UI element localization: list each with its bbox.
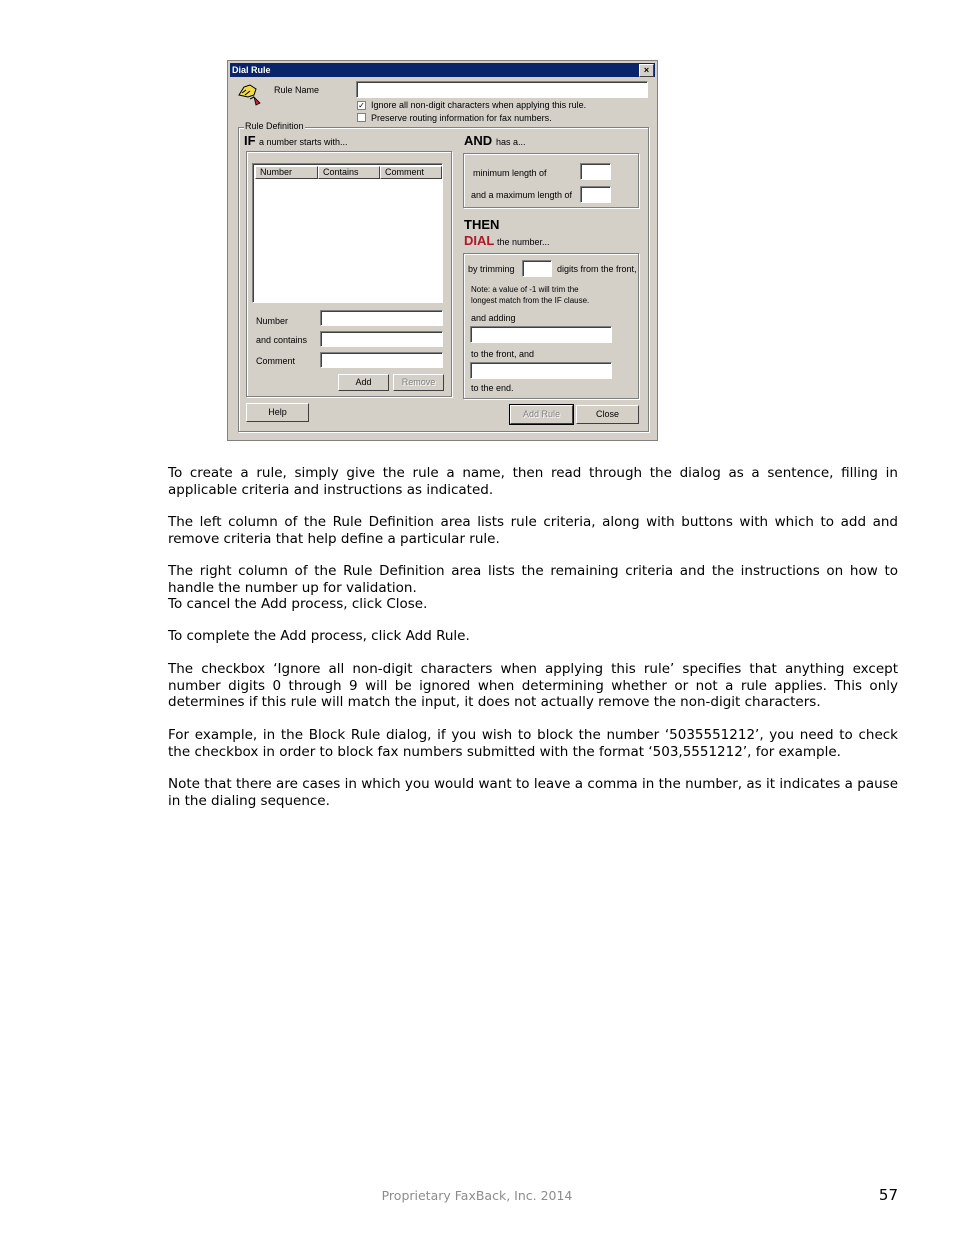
add-button[interactable]: Add [338, 374, 389, 391]
trim-digits-input[interactable] [522, 260, 552, 277]
digits-front-label: digits from the front, [557, 264, 637, 274]
trimming-label: by trimming [468, 264, 515, 274]
min-length-label: minimum length of [473, 168, 547, 178]
preserve-routing-checkbox[interactable] [357, 113, 366, 122]
max-length-input[interactable] [580, 186, 611, 203]
remove-button[interactable]: Remove [393, 374, 444, 391]
adding-label: and adding [471, 313, 516, 323]
ignore-non-digit-label: Ignore all non-digit characters when applying this rule. [371, 100, 587, 110]
min-length-input[interactable] [580, 163, 611, 180]
if-keyword: IF [244, 133, 256, 148]
contains-input[interactable] [320, 331, 443, 347]
dial-keyword: DIAL [464, 233, 495, 248]
close-icon[interactable]: × [639, 64, 654, 77]
rule-icon [236, 81, 264, 107]
column-comment[interactable]: Comment [380, 166, 442, 179]
column-number[interactable]: Number [255, 166, 318, 179]
dialog-titlebar [230, 63, 655, 77]
ignore-non-digit-checkbox[interactable] [357, 101, 366, 110]
checkmark-icon: ✓ [358, 101, 365, 110]
rule-name-label: Rule Name [274, 85, 320, 95]
paragraph-comma-note: Note that there are cases in which you would want to leave a comma in the number, as it indicates a pause in the dialing sequence. [168, 776, 898, 809]
number-input[interactable] [320, 310, 443, 326]
page-number: 57 [878, 1186, 898, 1204]
help-button[interactable]: Help [246, 403, 309, 422]
close-button[interactable]: Close [576, 405, 639, 424]
then-keyword: THEN [464, 217, 500, 232]
and-text: has a... [496, 137, 526, 147]
number-label: Number [256, 316, 289, 326]
paragraph-example: For example, in the Block Rule dialog, if you wish to block the number ‘5035551212’, you need to check the checkbox in order to block fax numbers submitted with the format ‘503,5551212’, for example. [168, 727, 898, 760]
dial-text: the number... [497, 237, 550, 247]
add-rule-button[interactable]: Add Rule [510, 405, 573, 424]
contains-label: and contains [256, 335, 308, 345]
rule-definition-label: Rule Definition [245, 121, 304, 131]
page-footer: Proprietary FaxBack, Inc. 2014 [381, 1188, 573, 1203]
dial-rule-dialog [227, 60, 658, 441]
paragraph-complete: To complete the Add process, click Add Rule. [168, 628, 470, 644]
paragraph-left-column: The left column of the Rule Definition area lists rule criteria, along with buttons with which to add and remove criteria that help define a particular rule. [168, 514, 898, 547]
paragraph-checkbox: The checkbox ‘Ignore all non-digit characters when applying this rule’ specifies that anything except number digits 0 through 9 will be ignored when determining whether or not a rule applies. This only determines if this rule will match the input, it does not actually remove the non-digit characters. [168, 661, 898, 710]
column-contains[interactable]: Contains [318, 166, 380, 179]
paragraph-right-column: The right column of the Rule Definition area lists the remaining criteria and the instructions on how to handle the number up for validation. [168, 563, 898, 596]
if-text: a number starts with... [259, 137, 348, 147]
preserve-routing-label: Preserve routing information for fax numbers. [371, 113, 552, 123]
comment-label: Comment [256, 356, 296, 366]
note-line-1: Note: a value of -1 will trim the [471, 285, 579, 294]
dialog-title: Dial Rule [232, 65, 271, 75]
suffix-input[interactable] [470, 362, 612, 379]
prefix-input[interactable] [470, 326, 612, 343]
comment-input[interactable] [320, 352, 443, 368]
max-length-label: and a maximum length of [471, 190, 573, 200]
criteria-list[interactable] [252, 163, 443, 303]
end-label: to the end. [471, 383, 514, 393]
front-and-label: to the front, and [471, 349, 535, 359]
and-keyword: AND [464, 133, 493, 148]
paragraph-cancel: To cancel the Add process, click Close. [168, 596, 428, 612]
rule-name-input[interactable] [356, 81, 648, 98]
note-line-2: longest match from the IF clause. [471, 296, 590, 305]
paragraph-create-rule: To create a rule, simply give the rule a name, then read through the dialog as a sentence, filling in applicable criteria and instructions as indicated. [168, 465, 898, 498]
